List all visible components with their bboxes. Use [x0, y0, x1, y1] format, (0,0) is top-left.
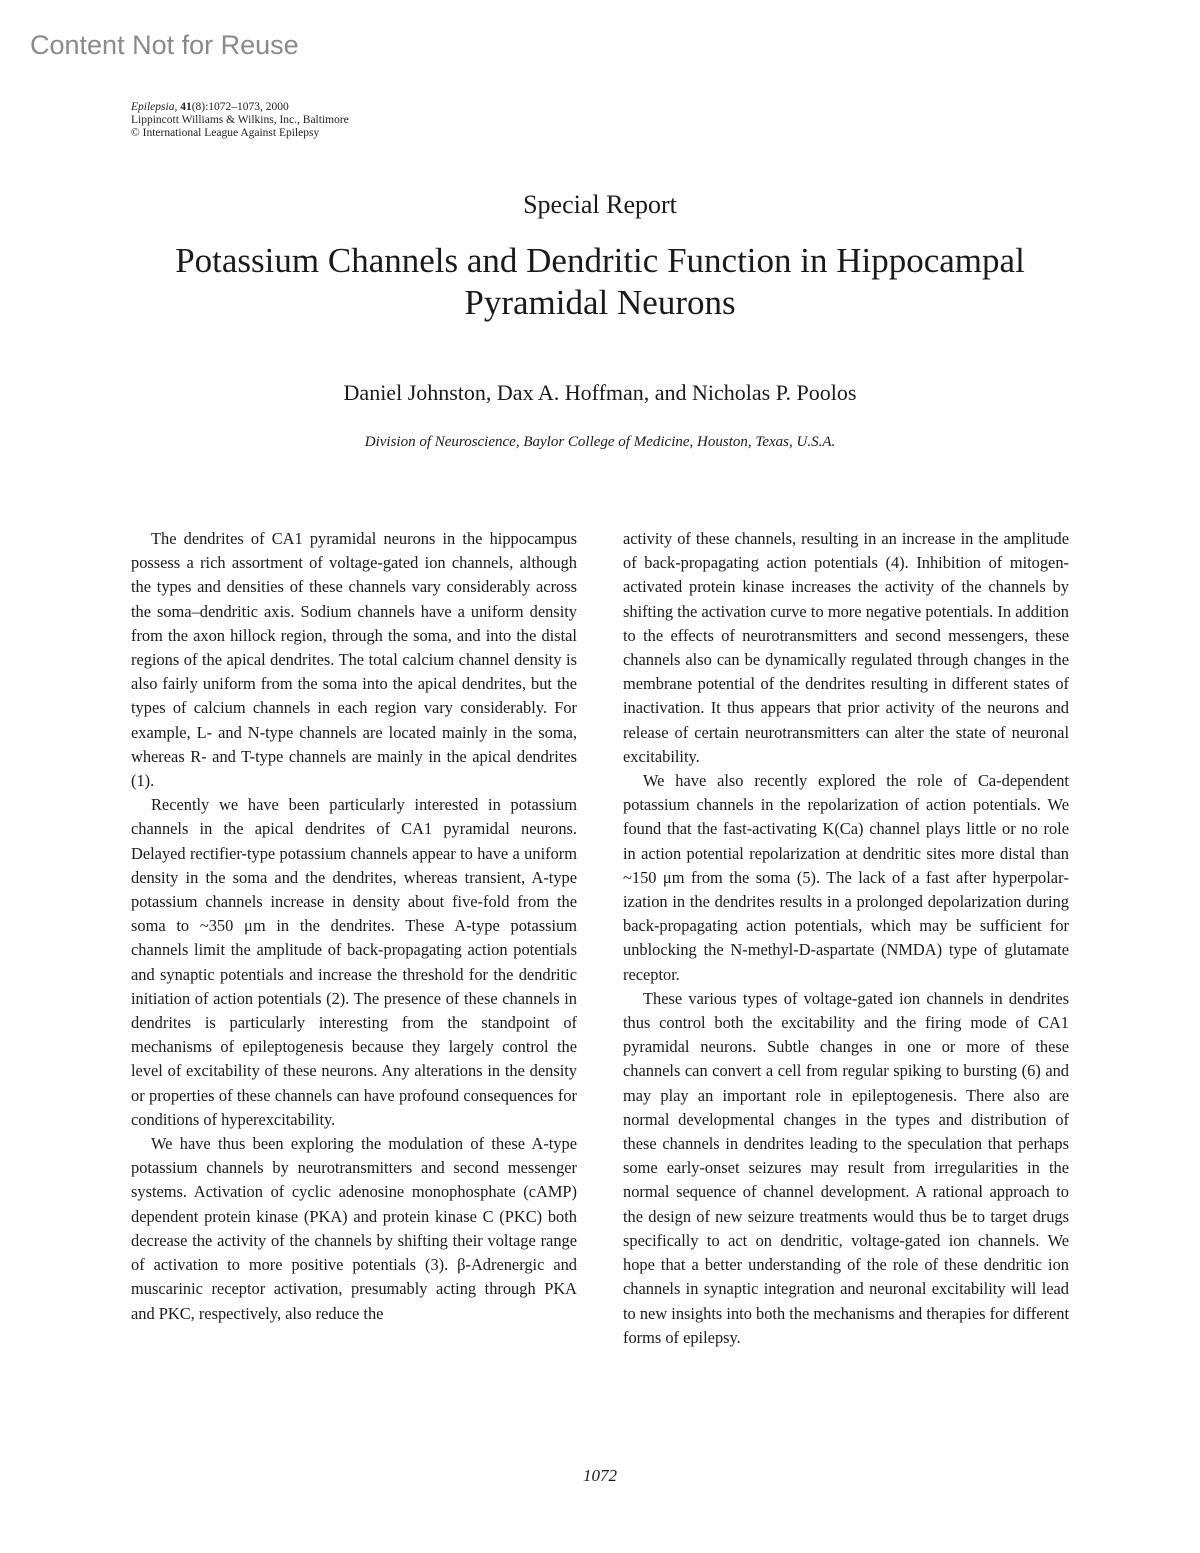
paragraph: We have thus been exploring the modulation of these A-type potassium channels by neurotransmitters and second messenger systems. Activation of cyclic adenosine monophosphate (cAMP) dependent protein kinase (PKA) and protein kinase C (PKC) both decrease the activity of the channels by shifting their voltage range of activation to more positive potentials (3). β-Adrenergic and muscarinic receptor activation, presumably acting through PKA and PKC, respectively, also reduce the: [131, 1134, 577, 1323]
paragraph: These various types of voltage-gated ion channels in dendrites thus control both the excitability and the firing mode of CA1 pyramidal neurons. Subtle changes in one or more of these channels can convert a cell from regular spiking to bursting (6) and may play an important role in epileptogenesis. There also are normal developmental changes in the types and distribution of these channels in dendrites leading to the speculation that perhaps some early-onset seizures may result from irregularities in the normal sequence of channel development. A rational approach to the design of new seizure treatments would thus be to target drugs specifically to act on dendritic, voltage-gated ion channels. We hope that a better understanding of the role of these dendritic ion channels in synaptic integration and neuronal excitability will lead to new insights into both the mechanisms and therapies for different forms of epilepsy.: [623, 988, 1069, 1347]
journal-issue-pages: (8):1072–1073, 2000: [191, 101, 289, 113]
journal-copyright: © International League Against Epilepsy: [131, 127, 320, 139]
authors: Daniel Johnston, Dax A. Hoffman, and Nicholas P. Poolos: [343, 380, 857, 405]
body-column-right: [623, 527, 1069, 1350]
body-column-left: [131, 527, 577, 1326]
paragraph: The dendrites of CA1 pyramidal neurons in the hippocampus possess a rich assortment of voltage-gated ion channels, although the types and densities of these channels vary considerably across the soma–dendritic axis. Sodium channels have a uniform density from the axon hillock region, through the soma, and into the distal regions of the apical dendrites. The total calcium channel density is also fairly uniform from the soma into the apical dendrites, but the types of calcium channels in each region vary considerably. For example, L- and N-type channels are located mainly in the soma, whereas R- and T-type channels are mainly in the apical dendrites (1).: [131, 529, 577, 791]
paragraph: Recently we have been particularly interested in potassium channels in the apical dendrites of CA1 pyramidal neurons. Delayed rectifier-type potassium channels appear to have a uniform density in the soma and the dendrites, whereas transient, A-type potassium channels increase in density about five-fold from the soma to ~350 μm in the dendrites. These A-type potassium channels limit the amplitude of back-propagating action potentials and synaptic potentials and increase the threshold for the dendritic initiation of action potentials (2). The presence of these channels in dendrites is particularly interesting from the standpoint of mechanisms of epileptogenesis because they largely control the level of excitability of these neurons. Any alterations in the density or properties of these channels can have profound consequences for conditions of hyperexcitability.: [131, 795, 577, 1129]
journal-info: [131, 101, 349, 140]
paragraph: We have also recently explored the role of Ca-dependent potassium channels in the repolarization of action potentials. We found that the fast-activating K(Ca) channel plays little or no role in action potential repolarization at dendritic sites more distal than ~150 μm from the soma (5). The lack of a fast after hyperpolarization in the dendrites results in a prolonged depolarization during back-propagating action potentials, which may be sufficient for unblocking the N-methyl-D-aspartate (NMDA) type of glutamate receptor.: [623, 771, 1069, 984]
page-number: 1072: [583, 1466, 617, 1485]
section-label: Special Report: [523, 190, 677, 219]
paragraph: activity of these channels, resulting in an increase in the amplitude of back-propagating action potentials (4). Inhibition of mitogen-activated protein kinase increases the activity of the channels by shifting the activation curve to more negative potentials. In addition to the effects of neurotransmitters and second messengers, these channels also can be dynamically regulated through changes in the membrane potential of the dendrites resulting in different states of inactivation. It thus appears that prior activity of the neurons and release of certain neurotransmitters can alter the state of neuronal excitability.: [623, 529, 1069, 766]
journal-name: Epilepsia,: [131, 101, 178, 113]
journal-volume: 41: [180, 101, 192, 113]
journal-citation: [131, 101, 349, 114]
journal-publisher: Lippincott Williams & Wilkins, Inc., Baltimore: [131, 114, 349, 126]
article-title: Potassium Channels and Dendritic Function in Hippocampal Pyramidal Neurons: [175, 241, 1025, 322]
affiliation: Division of Neuroscience, Baylor College of Medicine, Houston, Texas, U.S.A.: [364, 434, 836, 450]
watermark: Content Not for Reuse: [30, 30, 299, 60]
